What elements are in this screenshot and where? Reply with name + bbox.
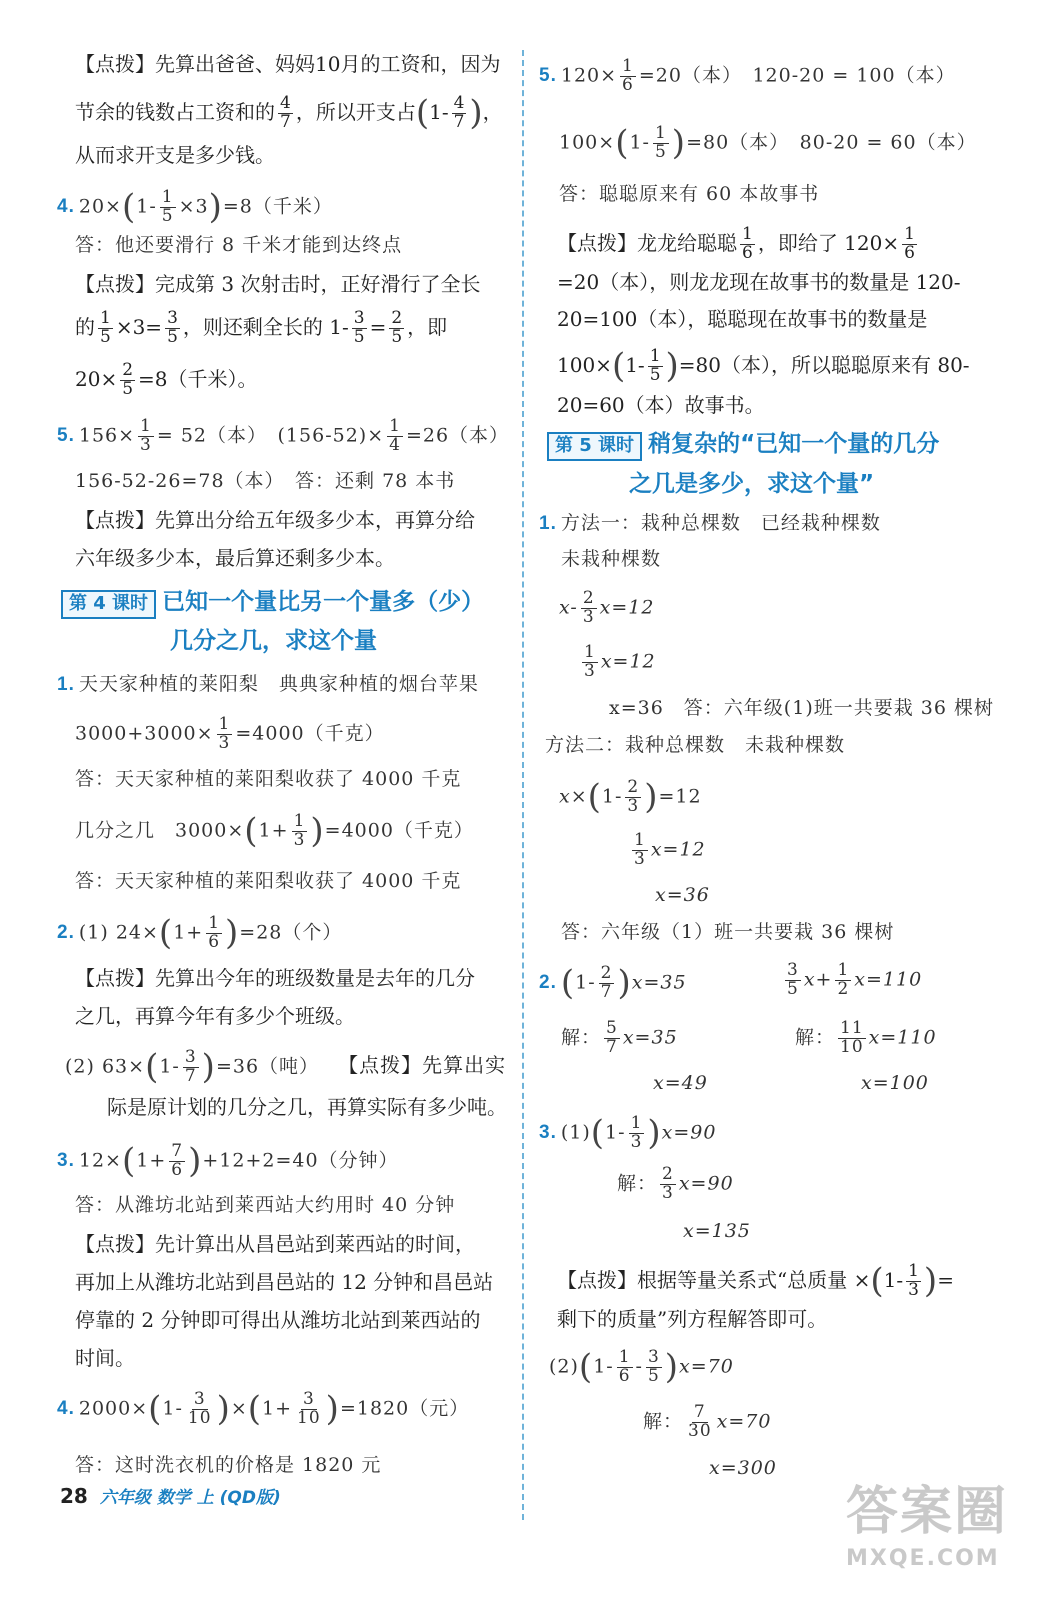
fraction: $\frac{1}{3}$ [218,714,231,753]
note-line: 剩下的质量”列方程解答即可。 [557,1307,828,1331]
fraction: $\frac{7}{30}$ [688,1402,712,1441]
equation-line: 100×(1- $\frac{1}{5}$ )=80（本） 80-20 = 60（本） [559,122,977,163]
equation-line: 几分之几 3000×(1+ $\frac{1}{3}$ )=4000（千克） [75,810,474,851]
fraction: $\frac{2}{3}$ [582,588,595,627]
lesson-4-header [61,588,484,619]
watermark-text: 答案圈 [846,1482,1009,1542]
solution-line: x=36 [655,884,710,906]
note-line: 六年级多少本，最后算还剩多少本。 [75,546,395,570]
lesson-title: 稍复杂的“已知一个量的几分 [648,431,940,457]
solution-line: x=100 [861,1072,929,1094]
page-footer [60,1484,281,1510]
fraction: $\frac{4}{7}$ [453,92,465,132]
right-column [537,0,1017,1540]
answer-line: 答：从潍坊北站到莱西站大约用时 40 分钟 [75,1194,456,1216]
answer-line: x=36 答：六年级(1)班一共要栽 36 棵树 [609,697,994,719]
fraction: $\frac{1}{5}$ [100,308,111,347]
fraction: $\frac{1}{5}$ [654,122,667,162]
fraction: $\frac{1}{3}$ [584,642,596,681]
note-line: 【点拨】先计算出从昌邑站到莱西站的时间， [75,1232,475,1256]
equation-line: $\frac{1}{3}$ x=12 [584,642,656,681]
answer-line: 答：天天家种植的莱阳梨收获了 4000 千克 [75,768,462,790]
fraction: $\frac{2}{3}$ [627,776,640,816]
fraction: $\frac{11}{10}$ [840,1018,864,1057]
lesson-5-header [547,430,939,461]
watermark-logo [846,1480,1026,1576]
note-line: 100×(1- $\frac{1}{5}$ )=80（本），所以聪聪原来有 80- [557,345,970,386]
problem-2: 2. (1) 24×(1+ $\frac{1}{6}$ )=28（个） [57,912,343,953]
lesson-title: 几分之几，求这个量 [170,628,377,654]
fraction: $\frac{1}{5}$ [649,345,661,385]
fraction: $\frac{3}{5}$ [787,960,799,999]
equation-line: $\frac{1}{3}$ x=12 [634,830,706,869]
fraction: $\frac{4}{7}$ [280,92,291,132]
fraction: $\frac{1}{3}$ [293,810,306,850]
solution-line: x=135 [683,1220,751,1242]
fraction: $\frac{2}{7}$ [600,962,613,1002]
fraction: $\frac{7}{6}$ [171,1140,184,1180]
solution-line: 解： $\frac{7}{30}$ x=70 [643,1402,772,1441]
note-line: =20（本），则龙龙现在故事书的数量是 120- [557,270,961,294]
fraction: $\frac{1}{6}$ [208,912,221,952]
answer-line: 答：这时洗衣机的价格是 1820 元 [75,1454,382,1476]
note-line: 20=60（本）故事书。 [557,393,765,417]
note-line: 际是原计划的几分之几，再算实际有多少吨。 [107,1095,507,1119]
note-line: 【点拨】龙龙给聪聪 $\frac{1}{6}$ ，即给了 120× $\frac{1}{6}$ [557,224,915,263]
note-line: 【点拨】根据等量关系式“总质量 ×(1- $\frac{1}{3}$ )= [557,1260,954,1301]
lesson-tag: 第 4 课时 [61,590,156,619]
equation-line: x- $\frac{2}{3}$ x=12 [559,588,655,627]
fraction: $\frac{1}{3}$ [630,1112,643,1152]
method-line: 方法二：栽种总棵数 未栽种棵数 [545,734,846,756]
fraction: $\frac{1}{6}$ [742,224,753,263]
equation-line: x×(1- $\frac{2}{3}$ )=12 [559,776,702,817]
problem-5r: 5. 120× $\frac{1}{6}$ =20（本） 120-20 = 100（本） [539,56,956,95]
note-line: 【点拨】先算出分给五年级多少本，再算分给 [75,508,475,532]
fraction: $\frac{3}{5}$ [647,1346,660,1386]
answer-line: 答：他还要滑行 8 千米才能到达终点 [75,234,403,256]
note-line: 【点拨】先算出今年的班级数量是去年的几分 [75,966,475,990]
fraction: $\frac{1}{3}$ [908,1260,919,1300]
book-title: 六年级 数学 上 (QD版) [99,1488,281,1508]
solution-line: 解： $\frac{11}{10}$ x=110 [795,1018,937,1057]
answer-line: 答：天天家种植的莱阳梨收获了 4000 千克 [75,870,462,892]
fraction: $\frac{1}{6}$ [904,224,915,263]
fraction: $\frac{2}{3}$ [662,1164,674,1203]
page-number: 28 [60,1484,88,1508]
lesson-title: 已知一个量比另一个量多（少） [162,589,485,615]
note-line: 之几，再算今年有多少个班级。 [75,1004,355,1028]
fraction: $\frac{2}{5}$ [122,360,134,399]
fraction: $\frac{3}{10}$ [297,1388,321,1428]
solution-line: 解： $\frac{5}{7}$ x=35 [561,1018,678,1057]
lesson-tag: 第 5 课时 [547,432,642,461]
equation-line: (2)(1- $\frac{1}{6}$ - $\frac{3}{5}$ )x=70 [549,1346,734,1387]
note-line: 再加上从潍坊北站到昌邑站的 12 分钟和昌邑站 [75,1270,494,1294]
fraction: $\frac{1}{5}$ [161,186,174,226]
solution-line: 解： $\frac{2}{3}$ x=90 [617,1164,734,1203]
note-line: 20× $\frac{2}{5}$ =8（千米）。 [75,360,258,399]
fraction: $\frac{1}{6}$ [618,1346,631,1386]
fraction: $\frac{1}{6}$ [622,56,634,95]
note-line: 停靠的 2 分钟即可得出从潍坊北站到莱西站的 [75,1308,481,1332]
equation-line: 3000+3000× $\frac{1}{3}$ =4000（千克） [75,714,385,753]
fraction: $\frac{1}{3}$ [634,830,646,869]
fraction: $\frac{3}{10}$ [187,1388,212,1428]
fraction: $\frac{1}{3}$ [140,416,152,455]
note-line: 时间。 [75,1346,135,1370]
fraction: $\frac{1}{2}$ [837,960,850,999]
answer-line: 答：六年级（1）班一共要栽 36 棵树 [561,921,895,943]
lesson-title: 之几是多少，求这个量” [629,471,875,497]
answer-line: 答：聪聪原来有 60 本故事书 [559,183,820,205]
note-line: 节余的钱数占工资和的 $\frac{4}{7}$ ，所以开支占(1- $\frac{4}{7}$ )， [75,92,503,133]
problem-3: 3. 12×(1+ $\frac{7}{6}$ )+12+2=40（分钟） [57,1140,399,1181]
solution-line: x=300 [709,1457,777,1479]
note-line: 【点拨】完成第 3 次射击时，正好滑行了全长 [75,272,481,296]
equation-line: (2) 63×(1- $\frac{3}{7}$ )=36（吨） 【点拨】先算出实 [65,1046,507,1087]
problem-1: 1. 天天家种植的莱阳梨 典典家种植的烟台苹果 [57,673,479,695]
problem-3r: 3. (1)(1- $\frac{1}{3}$ )x=90 [539,1112,717,1153]
fraction: $\frac{5}{7}$ [606,1018,618,1057]
note-line: 的 $\frac{1}{5}$ ×3= $\frac{3}{5}$ ，则还剩全长的 1- $\frac{3}{5}$ = $\frac{2}{5}$ ，即 [75,308,448,347]
fraction: $\frac{1}{4}$ [389,416,401,455]
fraction: $\frac{2}{5}$ [391,308,403,347]
method-line: 未栽种棵数 [561,548,662,570]
solution-line: x=49 [653,1072,708,1094]
problem-4b: 4. 2000×(1- $\frac{3}{10}$ )×(1+ $\frac{3}{10}$ )=1820（元） [57,1388,470,1429]
left-column [55,0,535,1540]
problem-5: 5. 156× $\frac{1}{3}$ = 52（本） (156-52)× $\frac{1}{4}$ =26（本） [57,416,510,455]
fraction: $\frac{3}{5}$ [167,308,178,347]
note-line: 从而求开支是多少钱。 [75,143,275,167]
answer-line: 156-52-26=78（本） 答：还剩 78 本书 [75,470,456,492]
fraction: $\frac{3}{5}$ [353,308,365,347]
note-line: 【点拨】先算出爸爸、妈妈10月的工资和，因为 [75,52,501,76]
problem-2r: 2. (1- $\frac{2}{7}$ )x=35 [539,962,687,1003]
watermark-url: MXQE.COM [846,1546,1000,1571]
problem-4: 4. 20×(1- $\frac{1}{5}$ ×3)=8（千米） [57,186,333,227]
equation-line: $\frac{3}{5}$ x+ $\frac{1}{2}$ x=110 [787,960,923,999]
problem-1r: 1. 方法一：栽种总棵数 已经栽种棵数 [539,512,881,534]
fraction: $\frac{3}{7}$ [184,1046,197,1086]
note-line: 20=100（本），聪聪现在故事书的数量是 [557,307,928,331]
